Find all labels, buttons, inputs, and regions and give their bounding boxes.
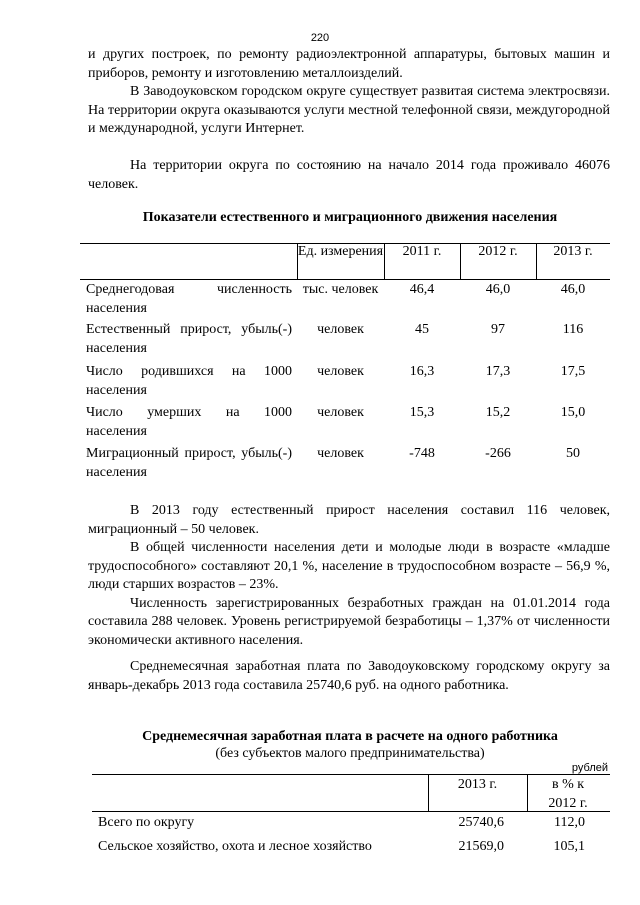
row-unit: человек xyxy=(317,405,364,420)
paragraph: В общей численности населения дети и молодые люди в возрасте «младше трудоспособного» составляют 20,1 %, население в трудоспособном возрасте – 56,9 %, люди старших возрастов – 23%. xyxy=(88,540,610,592)
value-2011: -748 xyxy=(409,446,435,461)
paragraph: Численность зарегистрированных безработных граждан на 01.01.2014 года составила 288 человек. Уровень регистрируемой безработицы – 1,37% от численности экономически активного населения. xyxy=(88,595,610,648)
header-unit: Ед. измерения xyxy=(297,244,384,259)
table-divider xyxy=(527,774,528,811)
table-rule xyxy=(92,811,610,812)
value-2013: 17,5 xyxy=(560,364,586,379)
population-table-title: Показатели естественного и миграционного движения населения xyxy=(142,210,558,225)
value-2012: 97 xyxy=(491,322,505,337)
wage-paragraph-wrap xyxy=(88,658,610,695)
value-2011: 15,3 xyxy=(409,405,435,420)
value-2011: 46,4 xyxy=(409,282,435,297)
paragraph: В 2013 году естественный прирост населения составил 116 человек, миграционный – 50 человек. xyxy=(88,503,610,537)
value-2011: 16,3 xyxy=(409,364,435,379)
paragraph: Среднемесячная заработная плата по Заводоуковскому городскому округу за январь-декабрь 2013 года составила 25740,6 руб. на одного работника. xyxy=(88,659,610,693)
value-percent: 112,0 xyxy=(554,815,585,830)
row-label: Число родившихся на 1000 населения xyxy=(86,364,292,398)
value-2013: 116 xyxy=(562,322,584,337)
row-unit: человек xyxy=(317,446,364,461)
population-paragraph-wrap xyxy=(88,157,610,194)
header-2013: 2013 г. xyxy=(553,244,593,259)
value-2013: 21569,0 xyxy=(458,839,504,854)
units-label: рублей xyxy=(571,762,608,774)
value-2012: 46,0 xyxy=(485,282,511,297)
row-label: Сельское хозяйство, охота и лесное хозяйство xyxy=(98,839,372,854)
page-number: 220 xyxy=(310,32,330,44)
row-label: Миграционный прирост, убыль(-) населения xyxy=(86,446,292,480)
table-rule xyxy=(80,279,610,280)
value-2012: -266 xyxy=(485,446,511,461)
body-text xyxy=(88,502,610,650)
header-2012: 2012 г. xyxy=(478,244,518,259)
row-unit: человек xyxy=(317,364,364,379)
header-2013: 2013 г. xyxy=(457,777,498,792)
intro-text xyxy=(88,46,610,139)
value-2013: 50 xyxy=(566,446,580,461)
paragraph: На территории округа по состоянию на начало 2014 года проживало 46076 человек. xyxy=(88,158,610,192)
row-label: Всего по округу xyxy=(98,815,195,830)
value-2013: 46,0 xyxy=(560,282,586,297)
row-unit: тыс. человек xyxy=(302,282,379,297)
header-2011: 2011 г. xyxy=(402,244,442,259)
value-percent: 105,1 xyxy=(553,839,585,854)
table-rule xyxy=(92,774,610,775)
value-2013: 15,0 xyxy=(560,405,586,420)
wage-table-subtitle: (без субъектов малого предпринимательства) xyxy=(215,746,485,761)
wage-table-title: Среднемесячная заработная плата в расчете на одного работника xyxy=(142,729,558,744)
header-percent: в % к 2012 г. xyxy=(548,777,588,811)
value-2013: 25740,6 xyxy=(458,815,504,830)
row-label: Среднегодовая численность населения xyxy=(86,282,292,316)
value-2012: 15,2 xyxy=(485,405,511,420)
row-label: Естественный прирост, убыль(-) населения xyxy=(86,322,292,356)
value-2011: 45 xyxy=(415,322,429,337)
paragraph: В Заводоуковском городском округе существует развитая система электросвязи. На территории округа оказываются услуги местной телефонной связи, междугородной и международной, услуги Интернет. xyxy=(88,84,610,136)
row-label: Число умерших на 1000 населения xyxy=(86,405,292,439)
value-2012: 17,3 xyxy=(485,364,511,379)
paragraph: и других построек, по ремонту радиоэлектронной аппаратуры, бытовых машин и приборов, ремонту и изготовлению металлоизделий. xyxy=(88,47,610,81)
row-unit: человек xyxy=(317,322,364,337)
